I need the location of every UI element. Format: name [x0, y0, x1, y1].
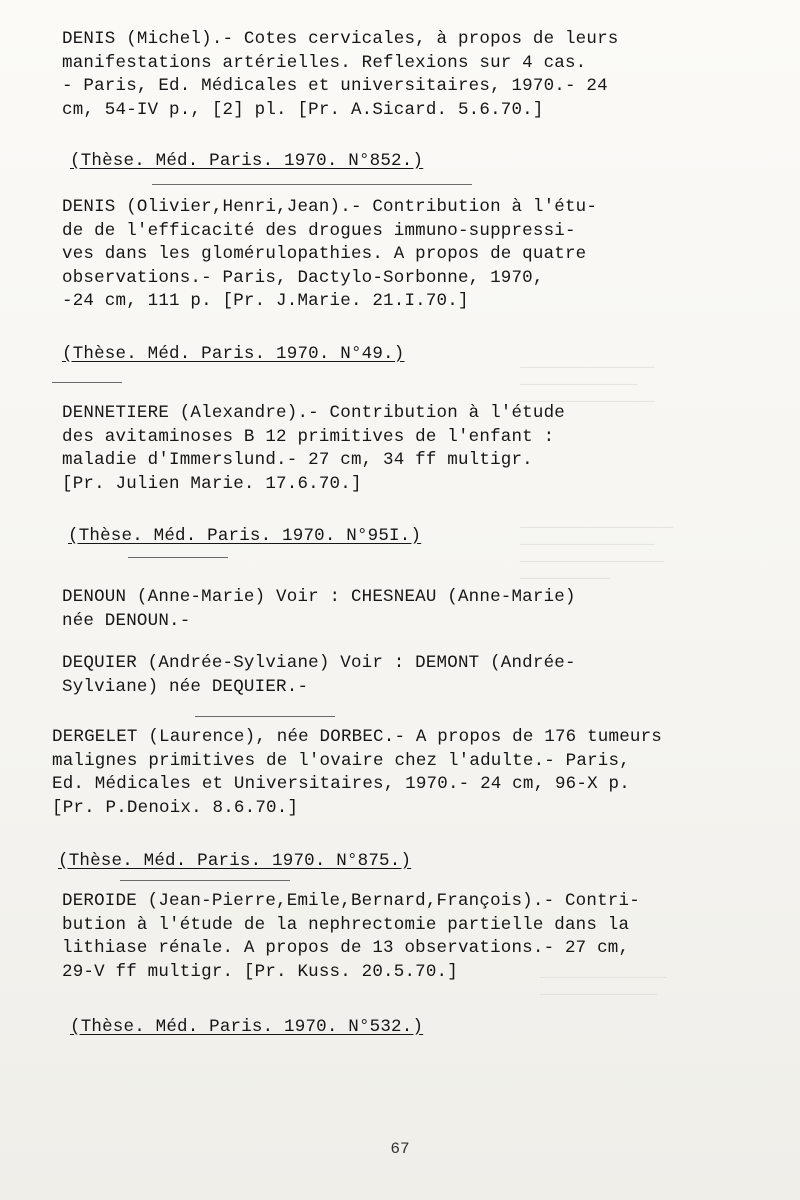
entry-line: cm, 54-IV p., [2] pl. [Pr. A.Sicard. 5.6.70.]: [62, 99, 544, 120]
entry-line: -24 cm, 111 p. [Pr. J.Marie. 21.I.70.]: [62, 291, 469, 311]
entry-line: Ed. Médicales et Universitaires, 1970.- 24 cm, 96-X p.: [52, 774, 630, 794]
bibliography-entry: [62, 890, 772, 984]
thesis-reference: (Thèse. Méd. Paris. 1970. N°852.): [70, 151, 424, 171]
entry-line: des avitaminoses B 12 primitives de l'enfant :: [62, 426, 555, 447]
page-number: 67: [390, 1140, 410, 1158]
cross-reference-entry: [62, 652, 762, 699]
entry-line: ves dans les glomérulopathies. A propos de quatre: [62, 244, 587, 264]
entry-line: née DENOUN.-: [62, 610, 191, 631]
entry-line: lithiase rénale. A propos de 13 observations.- 27 cm,: [62, 938, 630, 958]
bibliography-entry: [62, 402, 762, 496]
entry-line: de de l'efficacité des drogues immuno-suppressi-: [62, 220, 576, 241]
entry-line: DEROIDE (Jean-Pierre,Emile,Bernard,François).- Contri-: [62, 891, 640, 911]
entry-line: DENOUN (Anne-Marie) Voir : CHESNEAU (Anne-Marie): [62, 587, 576, 607]
separator-rule: [128, 557, 228, 558]
entry-line: [Pr. P.Denoix. 8.6.70.]: [52, 797, 299, 818]
entry-line: - Paris, Ed. Médicales et universitaires, 1970.- 24: [62, 76, 608, 96]
entry-line: manifestations artérielles. Reflexions sur 4 cas.: [62, 52, 587, 73]
entry-line: DENIS (Olivier,Henri,Jean).- Contribution à l'étu-: [62, 197, 598, 217]
entry-line: DENIS (Michel).- Cotes cervicales, à propos de leurs: [62, 29, 619, 49]
separator-rule: [152, 184, 472, 185]
separator-rule: [195, 716, 335, 717]
entry-line: DERGELET (Laurence), née DORBEC.- A propos de 176 tumeurs: [52, 727, 662, 747]
entry-line: [Pr. Julien Marie. 17.6.70.]: [62, 473, 362, 494]
entry-line: malignes primitives de l'ovaire chez l'adulte.- Paris,: [52, 750, 630, 771]
entry-line: maladie d'Immerslund.- 27 cm, 34 ff multigr.: [62, 450, 533, 470]
entry-line: Sylviane) née DEQUIER.-: [62, 676, 309, 697]
bibliography-entry: [62, 28, 762, 122]
entry-line: observations.- Paris, Dactylo-Sorbonne, 1970,: [62, 267, 544, 288]
bibliography-entry: [62, 196, 762, 314]
entry-line: bution à l'étude de la nephrectomie partielle dans la: [62, 914, 630, 935]
show-through-text: ───────────────── ─────────────── ──────────────── ──────────: [520, 520, 674, 588]
thesis-reference: (Thèse. Méd. Paris. 1970. N°49.): [62, 344, 405, 364]
show-through-text: ─────────────── ───────────── ───────────────: [520, 360, 656, 411]
separator-rule: [52, 382, 122, 383]
cross-reference-entry: [62, 586, 762, 633]
thesis-reference: (Thèse. Méd. Paris. 1970. N°532.): [70, 1017, 424, 1037]
show-through-text: ────────────── ─────────────: [540, 970, 667, 1004]
entry-line: 29-V ff multigr. [Pr. Kuss. 20.5.70.]: [62, 961, 458, 982]
thesis-reference: (Thèse. Méd. Paris. 1970. N°875.): [58, 851, 412, 871]
entry-line: DENNETIERE (Alexandre).- Contribution à l'étude: [62, 403, 565, 423]
entry-line: DEQUIER (Andrée-Sylviane) Voir : DEMONT (Andrée-: [62, 653, 576, 673]
bibliography-entry: [52, 726, 772, 820]
separator-rule: [120, 880, 290, 881]
thesis-reference: (Thèse. Méd. Paris. 1970. N°95I.): [68, 526, 422, 546]
